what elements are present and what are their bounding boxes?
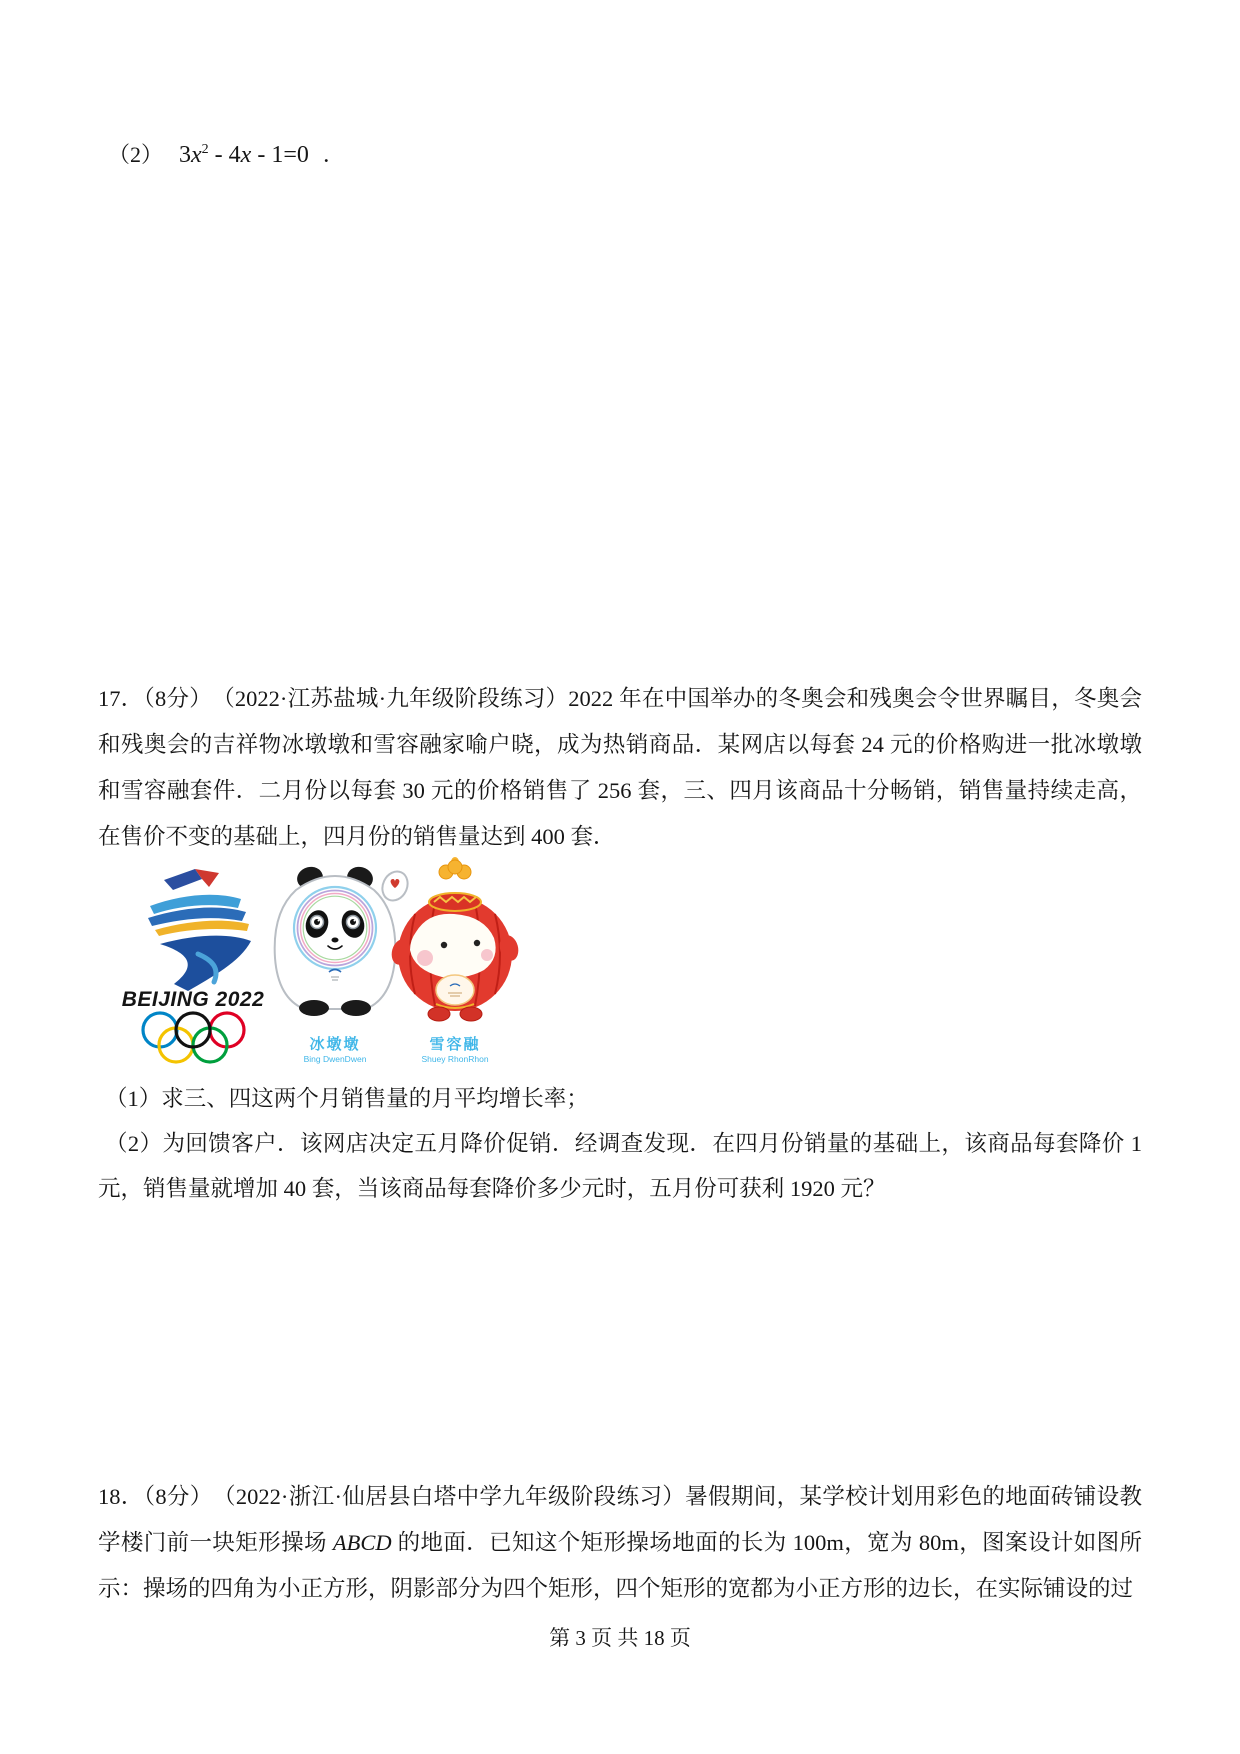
lantern-collar (429, 893, 481, 911)
beijing-2022-emblem (122, 869, 289, 1062)
emblem-wordmark: BEIJING 2022 (121, 988, 265, 1011)
equation-item-2 (108, 134, 345, 171)
lantern-foot-left (428, 1007, 450, 1021)
lantern-foot-right (460, 1007, 482, 1021)
lantern-belly-glow (436, 975, 474, 1005)
equation-expression: $3x^2 - 4x - 1=0$ ． (179, 142, 345, 168)
mascot2-subcaption: Shuey RhonRhon (421, 1054, 489, 1064)
answer-period: ． (322, 142, 345, 167)
question-17-subquestions (98, 1076, 1142, 1211)
question-18-text: 18．（8分） （2022·浙江·仙居县白塔中学九年级阶段练习）暑假期间，某学校计划用彩色的地面砖铺设教学楼门前一块矩形操场 ABCD 的地面．已知这个矩形操场地面的长为 100m，宽为 80m，图案设计如图所示：操场的四角为小正方形，阴影部分为四个矩形，四个矩形的宽都为小正方形的边长，在实际铺设的过 (98, 1484, 1142, 1601)
question-17-text: 17．（8分） （2022·江苏盐城·九年级阶段练习）2022 年在中国举办的冬奥会和残奥会令世界瞩目，冬奥会和残奥会的吉祥物冰墩墩和雪容融家喻户晓，成为热销商品．某网店以每套 24 元的价格购进一批冰墩墩和雪容融套件．二月份以每套 30 元的价格销售了 256 套，三、四月该商品十分畅销，销售量持续走高，在售价不变的基础上，四月份的销售量达到 400 套． (98, 686, 1142, 849)
mascot2-caption: 雪容融 (429, 1037, 481, 1053)
equation-item-2-label: （2） (108, 142, 164, 167)
panda-foot-left (299, 1000, 329, 1016)
rectangle-label-abcd: ABCD (332, 1530, 392, 1555)
bing-dwen-dwen-mascot (275, 864, 413, 1016)
olympics-mascots-illustration (98, 856, 520, 1068)
question-17-sub1: （1）求三、四这两个月销售量的月平均增长率； (105, 1086, 589, 1111)
panda-foot-right (341, 1000, 371, 1016)
question-17-sub2: （2）为回馈客户．该网店决定五月降价促销．经调查发现．在四月份销量的基础上，该商品每套降价 1 元，销售量就增加 40 套，当该商品每套降价多少元时，五月份可获利 1920 元？ (98, 1131, 1142, 1201)
olympic-rings-icon (143, 1013, 244, 1062)
shuey-rhon-rhon-mascot (389, 857, 520, 1021)
page-number-footer: 第 3 页 共 18 页 (549, 1626, 691, 1650)
mascot1-caption: 冰墩墩 (309, 1037, 361, 1053)
lantern-eye-right (474, 940, 480, 946)
lantern-crown (448, 860, 462, 874)
mascot1-subcaption: Bing DwenDwen (303, 1054, 367, 1064)
panda-nose (332, 938, 339, 943)
lantern-eye-left (441, 942, 447, 948)
olympics-mascots-figure (98, 856, 520, 1068)
